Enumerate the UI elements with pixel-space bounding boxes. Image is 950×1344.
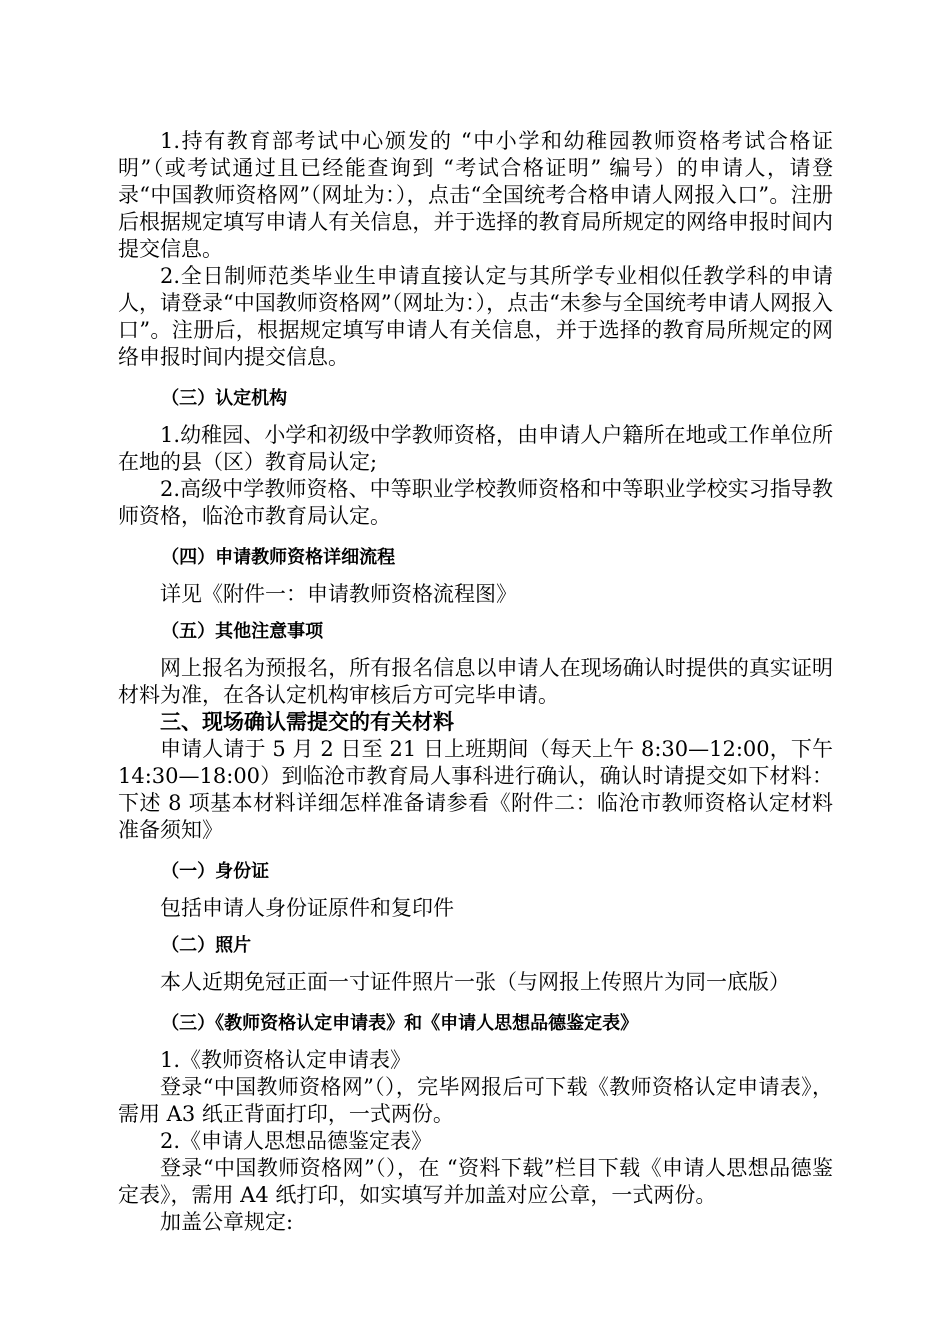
heading-photo: （二）照片 bbox=[161, 935, 252, 956]
paragraph-onsite-confirmation: 申请人请于 5 月 2 日至 21 日上班期间（每天上午 8:30—12:00，下午 14:30—18:00）到临沧市教育局人事科进行确认，确认时请提交如下材料：下述 8 项基本材料详细怎样准备请参看《附件二：临沧市教师资格认定材料准备须知》 bbox=[118, 737, 833, 842]
paragraph-pre-registration: 网上报名为预报名，所有报名信息以申请人在现场确认时提供的真实证明材料为准，在各认定机构审核后方可完毕申请。 bbox=[118, 656, 833, 707]
heading-application-forms: （三）《教师资格认定申请表》和《申请人思想品德鉴定表》 bbox=[161, 1013, 639, 1034]
heading-certification-agency: （三）认定机构 bbox=[161, 388, 288, 409]
heading-other-notes: （五）其他注意事项 bbox=[161, 621, 324, 642]
paragraph-id-card: 包括申请人身份证原件和复印件 bbox=[160, 896, 454, 920]
heading-detailed-process: （四）申请教师资格详细流程 bbox=[161, 547, 396, 568]
paragraph-see-attachment-one: 详见《附件一：申请教师资格流程图》 bbox=[160, 582, 517, 606]
paragraph-seal-requirements: 加盖公章规定: bbox=[160, 1210, 294, 1234]
paragraph-form-one-instructions: 登录“中国教师资格网”（），完毕网报后可下载《教师资格认定申请表》，需用 A3 纸正背面打印，一式两份。 bbox=[118, 1075, 833, 1126]
paragraph-online-exam-applicants: 1.持有教育部考试中心颁发的 “中小学和幼稚园教师资格考试合格证明”（或考试通过且已经能查询到 “考试合格证明” 编号）的申请人，请登录“中国教师资格网”（网址为：），点击“全国统考合格申请人网报入口”。注册后根据规定填写申请人有关信息，并于选择的教育局所规定的网络申报时间内提交信息。 bbox=[118, 129, 833, 261]
paragraph-form-one-title: 1.《教师资格认定申请表》 bbox=[160, 1048, 412, 1072]
heading-id-card: （一）身份证 bbox=[161, 861, 270, 882]
document-page bbox=[118, 128, 833, 1236]
paragraph-form-two-title: 2.《申请人思想品德鉴定表》 bbox=[160, 1129, 433, 1153]
heading-onsite-materials: 三、现场确认需提交的有关材料 bbox=[160, 710, 454, 734]
paragraph-form-two-instructions: 登录“中国教师资格网”（），在 “资料下载”栏目下载《申请人思想品德鉴定表》，需用 A4 纸打印，如实填写并加盖对应公章，一式两份。 bbox=[118, 1156, 833, 1207]
paragraph-city-bureau: 2.高级中学教师资格、中等职业学校教师资格和中等职业学校实习指导教师资格，临沧市教育局认定。 bbox=[118, 477, 833, 528]
paragraph-county-bureau: 1.幼稚园、小学和初级中学教师资格，由申请人户籍所在地或工作单位所在地的县（区）教育局认定; bbox=[118, 423, 833, 474]
paragraph-normal-graduates: 2.全日制师范类毕业生申请直接认定与其所学专业相似任教学科的申请人，请登录“中国教师资格网”（网址为：），点击“未参与全国统考申请人网报入口”。注册后，根据规定填写申请人有关信息，并于选择的教育局所规定的网络申报时间内提交信息。 bbox=[118, 264, 833, 369]
paragraph-photo: 本人近期免冠正面一寸证件照片一张（与网报上传照片为同一底版） bbox=[160, 970, 790, 994]
